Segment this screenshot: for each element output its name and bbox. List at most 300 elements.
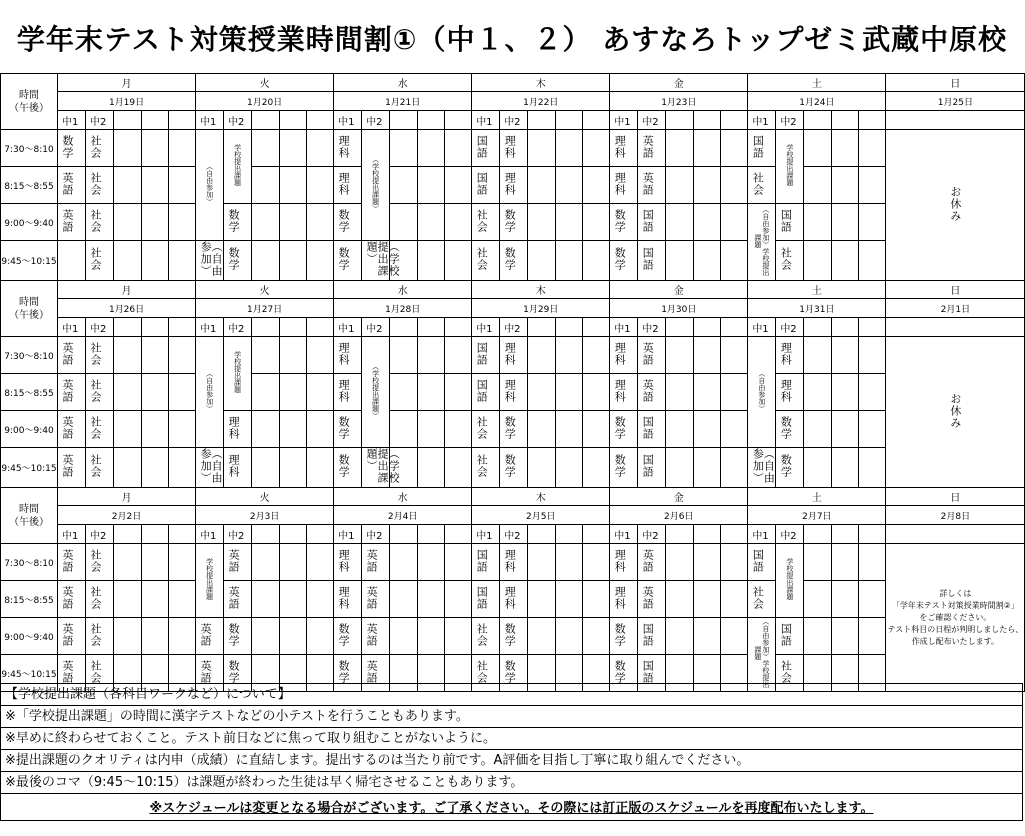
weekday-header [886, 74, 1025, 92]
time-label: 時間 （午後） [9, 89, 49, 114]
empty-cell [142, 411, 169, 448]
grade-header [196, 111, 224, 130]
empty-cell [169, 618, 196, 655]
subject-cell [58, 581, 86, 618]
subject-cell-text: 数学 [503, 415, 517, 440]
subject-cell [472, 130, 500, 167]
weekday-header-text: 火 [259, 79, 270, 90]
date-header-text: 1月29日 [523, 304, 559, 315]
subject-cell [224, 448, 252, 488]
subject-cell-text: 理科 [613, 548, 627, 573]
date-header-text: 1月23日 [661, 97, 697, 108]
assignment-block-text: （自由参加） [205, 369, 214, 412]
empty-cell [666, 374, 694, 411]
empty-cell [280, 581, 307, 618]
weekday-header-text: 月 [121, 286, 132, 297]
empty-cell [859, 241, 886, 281]
subject-cell-text: 英語 [365, 585, 379, 610]
subject-cell [610, 374, 638, 411]
empty-cell [804, 448, 832, 488]
date-header-text: 1月21日 [385, 97, 421, 108]
empty-cell [142, 374, 169, 411]
empty-cell [307, 618, 334, 655]
empty-cell [666, 204, 694, 241]
date-header [58, 92, 196, 111]
empty-cell [252, 581, 280, 618]
grade-header-text: 中1 [338, 530, 355, 542]
subject-cell [86, 581, 114, 618]
empty-cell [445, 374, 472, 411]
empty-cell [528, 411, 556, 448]
assignment-block-text: 学校提出課題 [205, 558, 214, 600]
assignment-block-text: 学校提出課題 [785, 144, 794, 186]
weekday-header-text: 月 [121, 493, 132, 504]
empty-cell [556, 618, 583, 655]
subject-cell [500, 241, 528, 281]
subject-cell-text: 国語 [641, 622, 655, 647]
weekday-header [610, 488, 748, 506]
empty-cell [859, 337, 886, 374]
empty-cell [114, 130, 142, 167]
empty-cell [114, 111, 142, 130]
date-header-text: 2月7日 [802, 511, 832, 522]
subject-cell-text: 理科 [337, 171, 351, 196]
date-header-text: 2月1日 [940, 304, 971, 315]
grade-header [362, 318, 390, 337]
empty-cell [169, 411, 196, 448]
empty-cell [307, 337, 334, 374]
subject-cell-text: 国語 [475, 341, 489, 366]
empty-cell [832, 544, 859, 581]
empty-cell [583, 448, 610, 488]
empty-cell [142, 618, 169, 655]
subject-cell-text: 社会 [89, 171, 102, 196]
grade-header [58, 525, 86, 544]
date-header-text: 1月31日 [799, 304, 835, 315]
empty-cell [666, 411, 694, 448]
date-header-text: 2月5日 [525, 511, 556, 522]
time-slot [1, 581, 58, 618]
time-slot-text: 9:00〜9:40 [4, 425, 54, 436]
subject-cell-text: 国語 [641, 454, 655, 478]
empty-cell [528, 111, 556, 130]
subject-cell [472, 448, 500, 488]
sunday-text: 詳しくは 「学年末テスト対策授業時間割②」 をご確認ください。 テスト科目の日程が判明しましたら、 作成し配布いたします。 [887, 588, 1024, 646]
empty-cell [114, 411, 142, 448]
assignment-block [362, 337, 390, 448]
subject-cell-text: 英語 [641, 585, 655, 610]
subject-cell [776, 241, 804, 281]
grade-header-text: 中1 [62, 323, 79, 335]
empty-cell [252, 130, 280, 167]
date-header-text: 1月20日 [247, 97, 283, 108]
empty-cell [169, 448, 196, 488]
empty-cell [252, 204, 280, 241]
empty-cell [583, 241, 610, 281]
empty-cell [721, 204, 748, 241]
weekday-header [196, 281, 334, 299]
subject-cell [334, 411, 362, 448]
empty-cell [804, 411, 832, 448]
date-header-text: 1月26日 [108, 304, 145, 315]
weekday-header [886, 488, 1025, 506]
empty-cell [418, 167, 445, 204]
subject-cell [58, 618, 86, 655]
date-header [886, 299, 1025, 318]
empty-cell [280, 618, 307, 655]
empty-cell [583, 318, 610, 337]
weekday-header-text: 金 [673, 79, 684, 90]
subject-cell-text: 理科 [337, 585, 351, 610]
grade-header-text: 中1 [614, 323, 631, 335]
grade-header-text: 中2 [366, 530, 383, 542]
empty-cell [694, 241, 721, 281]
grade-header-text: 中2 [228, 530, 245, 542]
weekday-header [610, 74, 748, 92]
grade-header [748, 525, 776, 544]
assignment-block [224, 130, 252, 204]
subject-cell [196, 241, 224, 281]
empty-cell [694, 167, 721, 204]
note-line: ※最後のコマ（9:45〜10:15）は課題が終わった生徒は早く帰宅させることもあります。 [0, 772, 1023, 794]
empty-cell [390, 130, 418, 167]
empty-cell [418, 618, 445, 655]
grade-header [334, 318, 362, 337]
date-header-text: 1月27日 [247, 304, 283, 315]
empty-cell [307, 525, 334, 544]
subject-cell [224, 581, 252, 618]
time-slot [1, 448, 58, 488]
empty-cell [666, 241, 694, 281]
grade-header-text: 中2 [228, 323, 245, 335]
grade-header-text: 中1 [752, 530, 769, 542]
subject-cell-text: 国語 [751, 134, 765, 159]
empty-cell [114, 374, 142, 411]
time-slot-text: 9:45〜10:15 [1, 464, 57, 474]
empty-cell [666, 318, 694, 337]
empty-cell [390, 337, 418, 374]
grade-header [362, 111, 390, 130]
empty-cell [445, 411, 472, 448]
subject-cell [86, 374, 114, 411]
grade-header [776, 111, 804, 130]
grade-header [86, 111, 114, 130]
weekday-header [748, 488, 886, 506]
empty-cell [252, 618, 280, 655]
subject-cell [500, 411, 528, 448]
grade-header-text: 中1 [476, 116, 493, 128]
subject-cell [500, 167, 528, 204]
empty-cell [445, 241, 472, 281]
empty-cell [142, 318, 169, 337]
subject-cell-text: 数学 [337, 247, 351, 271]
empty-cell [528, 581, 556, 618]
empty-cell [556, 525, 583, 544]
grade-header-text: 中2 [642, 323, 659, 335]
empty-cell [721, 167, 748, 204]
subject-cell-text: 英語 [61, 415, 74, 440]
empty-cell [169, 241, 196, 281]
empty-cell [142, 544, 169, 581]
subject-cell-text: 社会 [751, 171, 765, 196]
subject-cell-text: 数学 [779, 454, 793, 478]
empty-cell [307, 374, 334, 411]
subject-cell [610, 241, 638, 281]
time-header [1, 488, 58, 544]
empty-cell [583, 618, 610, 655]
subject-cell-text: 数学 [613, 454, 627, 478]
empty-cell [721, 544, 748, 581]
empty-cell [556, 111, 583, 130]
subject-cell [362, 241, 401, 281]
empty-cell [859, 411, 886, 448]
empty-cell [556, 411, 583, 448]
empty-cell [694, 411, 721, 448]
grade-header [610, 525, 638, 544]
subject-cell-text: 理科 [779, 341, 793, 366]
subject-cell [86, 618, 114, 655]
subject-cell [224, 618, 252, 655]
subject-cell [638, 581, 666, 618]
grade-header-text: 中1 [752, 116, 769, 128]
subject-cell-text: 理科 [503, 134, 517, 159]
subject-cell [638, 544, 666, 581]
subject-cell-text: 数学 [337, 659, 351, 684]
grade-header-text: 中2 [780, 530, 797, 542]
subject-cell [748, 448, 776, 488]
subject-cell [748, 544, 776, 581]
subject-cell [86, 167, 114, 204]
grade-header-text: 中2 [228, 116, 245, 128]
subject-cell-text: 社会 [89, 341, 102, 366]
empty-cell [832, 448, 859, 488]
empty-cell [859, 374, 886, 411]
weekday-header-text: 水 [397, 79, 408, 90]
subject-cell-text: 社会 [89, 548, 102, 573]
subject-cell-text: 英語 [61, 659, 74, 684]
subject-cell [58, 411, 86, 448]
subject-cell-text: 英語 [641, 341, 655, 366]
empty-cell [528, 167, 556, 204]
subject-cell-text: （学校提出課題） [365, 241, 401, 277]
empty-cell [445, 111, 472, 130]
empty-cell [666, 544, 694, 581]
subject-cell-text: 数学 [503, 659, 517, 684]
assignment-block-text: （学校提出課題） [371, 155, 380, 212]
weekday-header [748, 281, 886, 299]
empty-cell [252, 411, 280, 448]
empty-cell [694, 618, 721, 655]
empty-cell [142, 525, 169, 544]
subject-cell-text: 英語 [365, 659, 379, 684]
weekday-header-text: 月 [121, 79, 132, 90]
empty-cell [307, 581, 334, 618]
empty-cell [832, 411, 859, 448]
subject-cell [472, 204, 500, 241]
empty-cell [556, 337, 583, 374]
subject-cell-text: （自由参加） [199, 241, 224, 277]
weekday-header-text: 火 [259, 286, 270, 297]
empty-cell [390, 167, 418, 204]
subject-cell-text: 数学 [613, 415, 627, 440]
empty-cell [307, 448, 334, 488]
grade-header [362, 525, 390, 544]
empty-cell [169, 525, 196, 544]
empty-cell [114, 525, 142, 544]
grade-header-text: 中2 [90, 530, 107, 542]
subject-cell [638, 374, 666, 411]
subject-cell [748, 130, 776, 167]
assignment-block [362, 130, 390, 241]
empty-cell [58, 241, 86, 281]
empty-cell [694, 204, 721, 241]
empty-cell [583, 525, 610, 544]
subject-cell [362, 544, 390, 581]
subject-cell-text: 国語 [475, 378, 489, 403]
empty-cell [280, 204, 307, 241]
subject-cell [776, 618, 804, 655]
empty-cell [114, 544, 142, 581]
empty-cell [556, 374, 583, 411]
subject-cell-text: 数学 [613, 659, 627, 684]
subject-cell-text: 国語 [751, 548, 765, 573]
empty-cell [169, 544, 196, 581]
subject-cell-text: 社会 [475, 247, 489, 271]
subject-cell-text: 国語 [779, 622, 793, 647]
assignment-block [196, 130, 224, 241]
empty-cell [721, 581, 748, 618]
subject-cell [610, 337, 638, 374]
empty-cell [721, 448, 748, 488]
time-slot-text: 7:30〜8:10 [4, 558, 54, 569]
empty-cell [556, 544, 583, 581]
assignment-block-text: 学校提出課題 [233, 144, 242, 186]
sunday-cell [886, 130, 1025, 281]
weekday-header [196, 74, 334, 92]
subject-cell [610, 581, 638, 618]
empty-cell [556, 204, 583, 241]
date-header [886, 92, 1025, 111]
assignment-block-text: （自由参加） [205, 162, 214, 205]
subject-cell-text: 数学 [779, 415, 793, 440]
subject-cell [334, 374, 362, 411]
empty-cell [445, 130, 472, 167]
empty-cell [721, 337, 748, 374]
empty-cell [804, 618, 832, 655]
assignment-block [748, 618, 776, 692]
empty-cell [169, 337, 196, 374]
subject-cell-text: 理科 [337, 341, 351, 366]
grade-header [224, 318, 252, 337]
empty-cell [252, 374, 280, 411]
grade-header [638, 525, 666, 544]
subject-cell [224, 411, 252, 448]
subject-cell-text: 数学 [503, 247, 517, 271]
empty-cell [583, 581, 610, 618]
empty-cell [694, 337, 721, 374]
empty-cell [832, 130, 859, 167]
empty-cell [280, 130, 307, 167]
subject-cell [638, 411, 666, 448]
empty-cell [886, 318, 1025, 337]
subject-cell [610, 448, 638, 488]
empty-cell [418, 337, 445, 374]
subject-cell-text: 国語 [475, 171, 489, 196]
empty-cell [418, 130, 445, 167]
assignment-block-text: （自由参加）学校提出課題 [753, 618, 770, 688]
subject-cell-text: 英語 [61, 208, 74, 233]
weekday-header [886, 281, 1025, 299]
subject-cell-text: 英語 [641, 134, 655, 159]
empty-cell [169, 318, 196, 337]
note-line: ※提出課題のクオリティは内申（成績）に直結します。提出するのは当たり前です。A評価を目指し丁寧に取り組んでください。 [0, 750, 1023, 772]
subject-cell-text: 国語 [641, 208, 655, 233]
grade-header [196, 318, 224, 337]
page-title: 学年末テスト対策授業時間割①（中１、２） あすなろトップゼミ武蔵中原校 [16, 23, 1008, 56]
date-header-text: 1月19日 [108, 97, 145, 108]
date-header [196, 506, 334, 525]
empty-cell [859, 544, 886, 581]
subject-cell [776, 204, 804, 241]
grade-header-text: 中1 [614, 116, 631, 128]
empty-cell [252, 448, 280, 488]
empty-cell [390, 411, 418, 448]
empty-cell [666, 618, 694, 655]
empty-cell [583, 130, 610, 167]
empty-cell [556, 241, 583, 281]
subject-cell-text: 英語 [641, 378, 655, 403]
sunday-cell [886, 544, 1025, 692]
empty-cell [832, 204, 859, 241]
subject-cell-text: 英語 [199, 622, 213, 647]
date-header-text: 1月24日 [799, 97, 835, 108]
subject-cell-text: 英語 [227, 585, 241, 610]
subject-cell-text: 社会 [89, 659, 102, 684]
time-header [1, 74, 58, 130]
empty-cell [694, 544, 721, 581]
subject-cell-text: 社会 [89, 585, 102, 610]
subject-cell-text: 英語 [199, 659, 213, 684]
date-header [196, 299, 334, 318]
weekday-header-text: 木 [535, 493, 546, 504]
empty-cell [445, 618, 472, 655]
grade-header-text: 中2 [504, 530, 521, 542]
grade-header [748, 111, 776, 130]
date-header [748, 92, 886, 111]
assignment-block-text: （自由参加）学校提出課題 [753, 205, 770, 276]
subject-cell [334, 167, 362, 204]
empty-cell [859, 111, 886, 130]
time-slot-text: 7:30〜8:10 [4, 351, 54, 362]
grade-header-text: 中1 [200, 530, 217, 542]
empty-cell [280, 448, 307, 488]
subject-cell-text: 数学 [337, 622, 351, 647]
empty-cell [832, 167, 859, 204]
empty-cell [418, 111, 445, 130]
subject-cell-text: 社会 [475, 208, 489, 233]
sunday-text: お休み [948, 392, 962, 429]
grade-header [58, 318, 86, 337]
empty-cell [390, 111, 418, 130]
empty-cell [307, 204, 334, 241]
grade-header-text: 中2 [780, 116, 797, 128]
empty-cell [666, 448, 694, 488]
subject-cell-text: 数学 [503, 622, 517, 647]
subject-cell-text: 理科 [503, 585, 517, 610]
empty-cell [832, 618, 859, 655]
empty-cell [804, 525, 832, 544]
grade-header-text: 中1 [338, 116, 355, 128]
